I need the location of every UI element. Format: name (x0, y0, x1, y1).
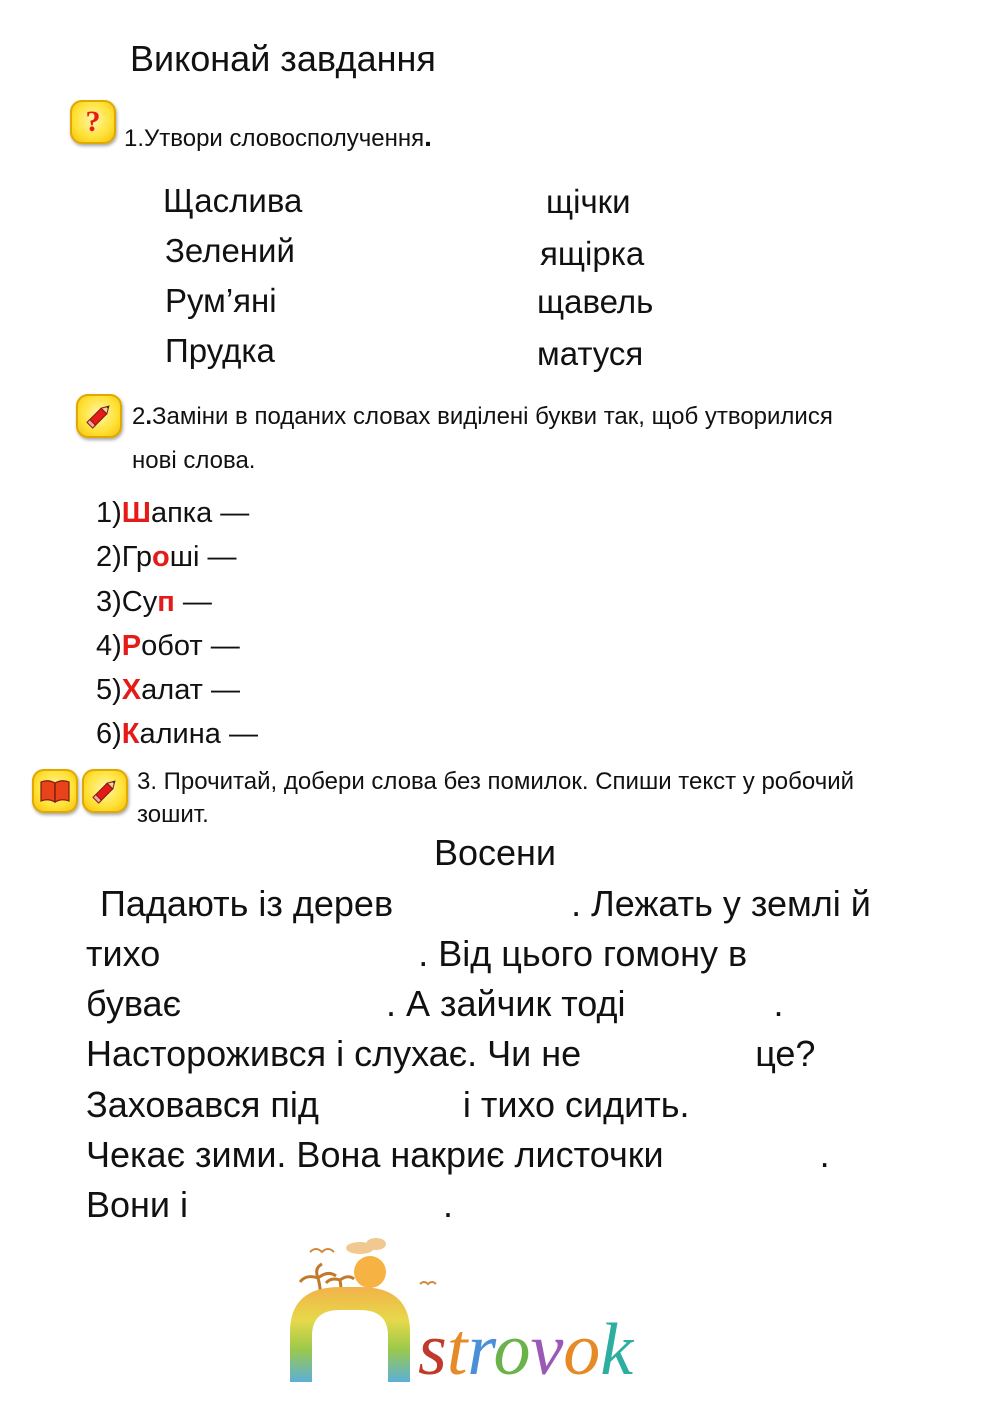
cloud-icon (346, 1238, 386, 1254)
story-heading: Восени (434, 832, 557, 873)
noun-word: ящірка (540, 235, 645, 272)
adjective-word: Щаслива (163, 182, 303, 219)
task-1-instruction: 1.Утвори словосполучення. (124, 121, 432, 152)
story-line: Насторожився і слухає. Чи не це? (86, 1033, 816, 1074)
logo-text: strovok (418, 1309, 634, 1391)
story-line: Чекає зими. Вона накриє листочки . (86, 1134, 830, 1175)
sun-icon (354, 1256, 386, 1288)
task-3-instruction: 3. Прочитай, добери слова без помилок. Спиши текст у робочий (137, 768, 855, 795)
pencil-icon (82, 769, 128, 813)
pencil-icon (76, 394, 122, 438)
logo-arch-letter (290, 1287, 410, 1382)
adjective-word: Зелений (165, 232, 295, 269)
list-item: 5)Халат — (96, 674, 241, 706)
noun-word: щічки (546, 183, 631, 220)
adjective-word: Прудка (165, 332, 275, 369)
list-item: 1)Шапка — (96, 497, 250, 529)
adjective-word: Рум’яні (165, 282, 277, 319)
ostrovok-logo (280, 1232, 750, 1392)
list-item: 3)Суп — (96, 586, 212, 618)
page-title: Виконай завдання (130, 38, 436, 79)
noun-word: щавель (537, 283, 654, 320)
task-2-instruction-cont: нові слова. (132, 447, 256, 474)
story-line: Падають із дерев . Лежать у землі й (100, 883, 871, 924)
noun-word: матуся (537, 335, 644, 372)
book-icon (32, 769, 78, 813)
task-3-instruction-cont: зошит. (137, 801, 209, 828)
list-item: 4)Робот — (96, 630, 240, 662)
story-line: тихо . Від цього гомону в (86, 933, 748, 974)
list-item: 6)Калина — (96, 718, 258, 750)
story-line: буває . А зайчик тоді . (86, 983, 784, 1024)
question-icon: ? (70, 100, 116, 144)
story-line: Заховався під і тихо сидить. (86, 1084, 690, 1125)
list-item: 2)Гроші — (96, 541, 237, 573)
task-2-instruction: 2.Заміни в поданих словах виділені букви так, щоб утворилися (132, 403, 833, 430)
story-line: Вони і . (86, 1184, 454, 1225)
